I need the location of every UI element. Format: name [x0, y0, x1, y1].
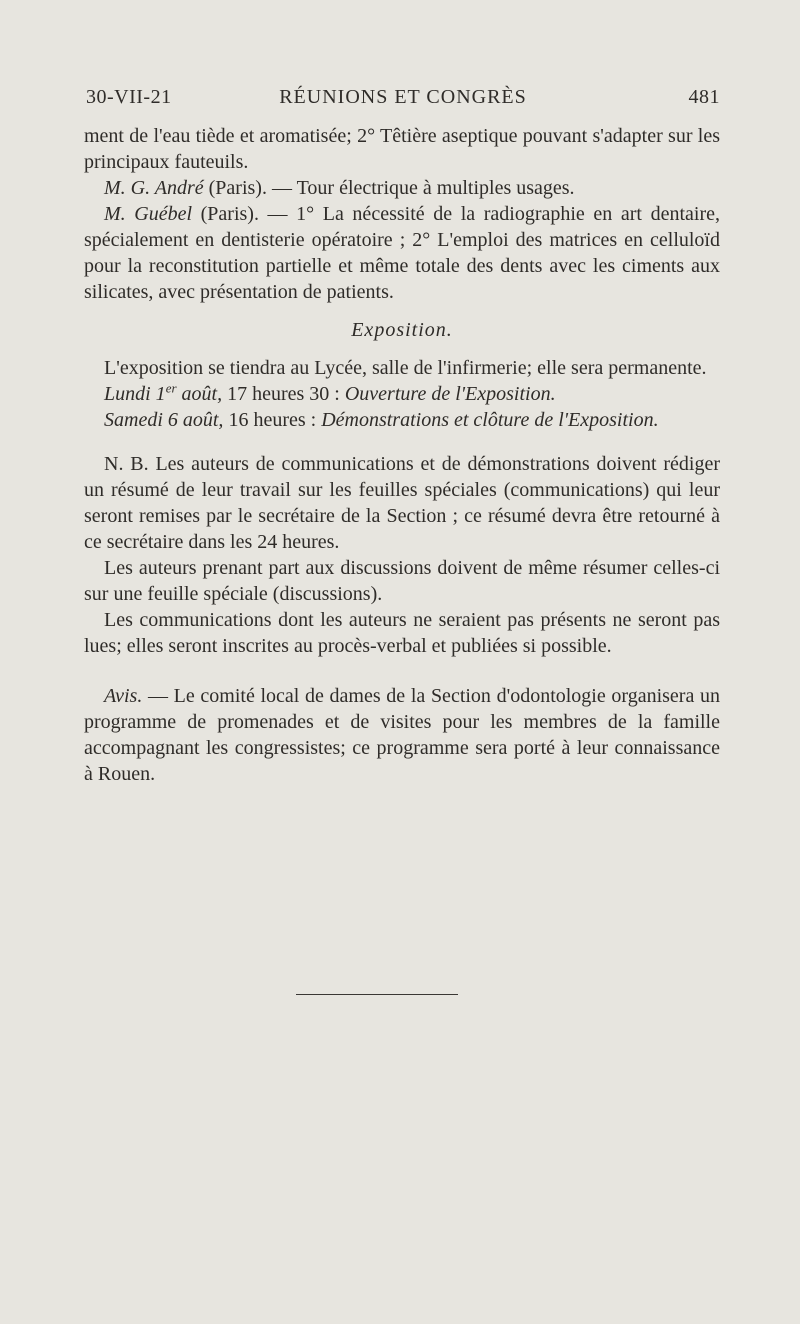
lundi-day: Lundi 1 — [104, 383, 166, 405]
paragraph-avis — [84, 683, 720, 787]
running-header — [86, 86, 720, 116]
entry-andre — [84, 175, 720, 201]
entry-andre-name: M. G. André — [104, 177, 204, 199]
header-date: 30-VII-21 — [86, 86, 172, 108]
end-rule — [296, 994, 458, 995]
lundi-sup: er — [165, 380, 177, 396]
paragraph-communications: Les communications dont les auteurs ne seraient pas présents ne seront pas lues; elles seront inscrites au procès-verbal et publiées si possible. — [84, 609, 720, 657]
page-body — [84, 123, 720, 787]
schedule-samedi — [84, 407, 720, 433]
paragraph-discussions: Les auteurs prenant part aux discussions doivent de même résumer celles-ci sur une feuille spéciale (discussions). — [84, 557, 720, 605]
paragraph-exposition: L'exposition se tiendra au Lycée, salle de l'infirmerie; elle sera permanente. — [104, 357, 707, 379]
samedi-day: Samedi 6 août, — [104, 409, 224, 431]
page-number: 481 — [688, 86, 720, 108]
paragraph-continuation: ment de l'eau tiède et aromatisée; 2° Têtière aseptique pouvant s'adapter sur les principaux fauteuils. — [84, 125, 720, 173]
entry-guebel-name: M. Guébel — [104, 203, 193, 225]
header-title: RÉUNIONS ET CONGRÈS — [279, 86, 527, 108]
samedi-event: Démonstrations et clôture de l'Exposition. — [321, 409, 659, 431]
schedule-lundi — [84, 381, 720, 407]
spacer — [84, 659, 720, 683]
paragraph-nota-bene: N. B. Les auteurs de communications et de démonstrations doivent rédiger un résumé de leur travail sur les feuilles spéciales (communications) qui leur seront remises par le secrétaire de la Section ; ce résumé devra être retourné à ce secrétaire dans les 24 heures. — [84, 453, 720, 553]
lundi-event: Ouverture de l'Exposition. — [344, 383, 556, 405]
spacer — [84, 433, 720, 451]
avis-text: — Le comité local de dames de la Section d'odontologie organisera un programme de promenades et de visites pour les membres de la famille accompagnant les congressistes; ce programme sera porté à leur connaissance à Rouen. — [84, 685, 720, 785]
entry-guebel — [84, 201, 720, 305]
samedi-time: 16 heures : — [223, 409, 322, 431]
lundi-time: 17 heures 30 : — [222, 383, 345, 405]
lundi-date: août, — [176, 383, 223, 405]
avis-label: Avis. — [104, 685, 143, 707]
entry-guebel-text: (Paris). — 1° La nécessité de la radiographie en art dentaire, spécialement en dentisterie opératoire ; 2° L'emploi des matrices en celluloïd pour la reconstitution partielle et même totale des dents avec les ciments aux silicates, avec présentation de patients. — [84, 203, 720, 303]
entry-andre-text: (Paris). — Tour électrique à multiples usages. — [203, 177, 575, 199]
section-heading-exposition: Exposition. — [351, 319, 453, 341]
